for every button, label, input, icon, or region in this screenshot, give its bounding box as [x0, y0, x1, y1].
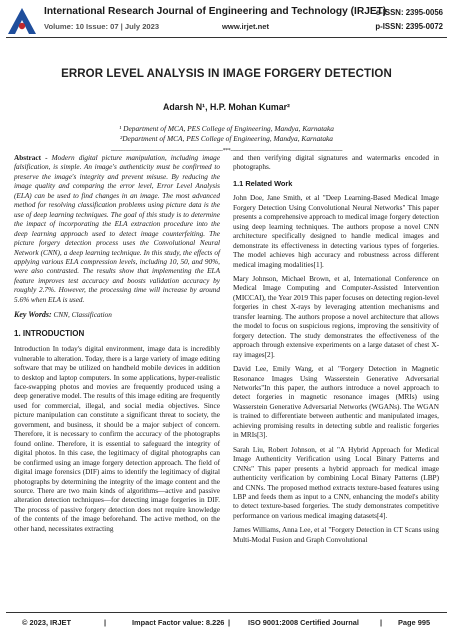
abstract-label: Abstract - [14, 154, 48, 162]
p-issn: p-ISSN: 2395-0072 [375, 22, 443, 31]
related-work-paragraph-3: David Lee, Emily Wang, et al "Forgery Detection in Magnetic Resonance Images Using Wasserstein Generative Adversarial Networks"In this paper, the authors introduce a novel approach to detect forgeries in magnetic resonance images (MRIs) using Wasserstein Generative Adversarial Networks (WGANs). The WGAN is trained to differentiate between authentic and manipulated images, achieving promising results in detecting subtle and realistic forgeries in MRIs[3]. [233, 365, 439, 440]
footer-page-number: Page 995 [398, 618, 431, 627]
right-column [233, 154, 439, 550]
abstract [14, 154, 220, 305]
volume-issue: Volume: 10 Issue: 07 | July 2023 [44, 22, 160, 31]
journal-url[interactable]: www.irjet.net [222, 22, 269, 31]
keywords [14, 310, 220, 320]
left-column [14, 154, 220, 539]
related-work-paragraph-1: John Doe, Jane Smith, et al "Deep Learning-Based Medical Image Forgery Detection Using Convolutional Neural Networks" This paper presents a comprehensive approach to medical image forgery detection using deep learning techniques. The authors propose a novel CNN architecture specifically designed to handle medical images and demonstrate its effectiveness in detecting various types of forgeries. The model achieves high accuracy and robustness across different medical imaging modalities[1]. [233, 194, 440, 269]
abstract-body: Modern digital picture manipulation, including image falsification, is simple. An image's authenticity must be confirmed to preserve the image's integrity and prevent misuse. By reducing the image quality and comparing the error level, Error Level Analysis (ELA) can be used to find changes in an image. The most advanced method for resolving classification problems using picture data is the use of deep learning techniques. The goal of this study is to determine the impact of incorporating the ELA extraction procedure into the deep learning approach used to detect image counterfeiting. The picture forgery detection process uses the Convolutional Neural Network (CNN), a deep learning technique. In this study, the effects of applying various ELA compression levels, including 10, 50, and 90%, were also contrasted. The results show that implementing the ELA feature improves test accuracy and boosts validation accuracy by roughly 2.7%. However, the processing time will increase by around 5.6% when ELA is used. [14, 154, 220, 304]
introduction-paragraph: Introduction In today's digital environment, image data is incredibly vulnerable to alteration. Today, there is a large variety of image editing software that may be utilized on handheld mobile devices in addition to desktop and laptop computers. In some applications, hyper-realistic face-swapping photos and movies are frequently produced using a deep generative model. The results of this image editing are frequently used for commercial, illegal, and social media objectives. Since picture manipulation can constitute a significant threat to society, the government, and business, it should be a major subject of concern. Therefore, it is necessary to confirm the accuracy of the photographs found online. Therefore, it is essential to safeguard the integrity of digital photos. In this case, the legitimacy of digital photographs can be confirmed using an image forgery detection approach. The field of digital image forensics (DIF) aims to identify the legitimacy of digital photographs by determining the integrity of the image content and the source. There are two main kinds of algorithms—active and passive alteration detection techniques—for detecting image forgeries in DIF. The process of passive forgery detection does not require knowledge of the contents of the image beforehand. The active method, on the other hand, necessitates extracting [14, 345, 220, 533]
section-heading-related-work: 1.1 Related Work [233, 178, 293, 188]
keywords-text: CNN, Classification [51, 311, 112, 320]
journal-title: International Research Journal of Engineering and Technology (IRJET) [44, 6, 387, 17]
footer-copyright: © 2023, IRJET [22, 618, 71, 627]
footer-separator: | [104, 618, 107, 627]
related-work-paragraph-2: Mary Johnson, Michael Brown, et al, International Conference on Medical Image Computing and Computer-Assisted Intervention (MICCAI), the Year 2019 This paper focuses on detecting region-level forgeries in chest X-rays by leveraging attention mechanisms and transfer learning. The authors propose a novel architecture that allows the model to focus on suspicious regions, improving the sensitivity of forgery detection. The study demonstrates the effectiveness of the approach through extensive experiments on a large dataset of chest X-ray images[2]. [233, 274, 439, 359]
paper-title: ERROR LEVEL ANALYSIS IN IMAGE FORGERY DETECTION [61, 68, 392, 80]
continuation-paragraph: and then verifying digital signatures and watermarks encoded in photographs. [233, 154, 439, 172]
related-work-paragraph-4: Sarah Liu, Robert Johnson, et al "A Hybrid Approach for Medical Image Authenticity Verification using Local Binary Patterns and CNNs" This paper presents a hybrid approach for medical image authenticity verification by combining Local Binary Patterns (LBP) and CNNs. The proposed method extracts texture-based features using LBP and feeds them as input to a CNN, enhancing the model's ability to detect texture-based forgeries. The study demonstrates competitive performance on various medical imaging datasets[4]. [233, 445, 439, 520]
affiliation-2: ²Department of MCA, PES College of Engineering, Mandya, Karnataka [119, 134, 334, 143]
footer-iso: ISO 9001:2008 Certified Journal [248, 618, 359, 627]
section-heading-introduction: 1. INTRODUCTION [14, 328, 85, 338]
keywords-label: Key Words: [14, 310, 52, 320]
paper-authors: Adarsh N¹, H.P. Mohan Kumar² [163, 102, 290, 112]
journal-header [0, 0, 453, 44]
footer-divider [6, 612, 447, 613]
header-divider [6, 37, 447, 38]
footer-separator: | [228, 618, 231, 627]
footer-impact-factor: Impact Factor value: 8.226 [132, 618, 225, 627]
separator-line: ----------------------------------------------------------------------***---------------------------------------------------------------------- [110, 148, 343, 154]
footer-separator: | [380, 618, 383, 627]
irjet-logo-icon [6, 6, 38, 36]
e-issn: e-ISSN: 2395-0056 [375, 8, 443, 17]
affiliation-1: ¹ Department of MCA, PES College of Engineering, Mandya, Karnataka [119, 124, 334, 133]
journal-volume-issue [44, 22, 269, 31]
related-work-paragraph-5: James Williams, Anna Lee, et al "Forgery Detection in CT Scans using Multi-Modal Fusion and Graph Convolutional [233, 526, 439, 544]
